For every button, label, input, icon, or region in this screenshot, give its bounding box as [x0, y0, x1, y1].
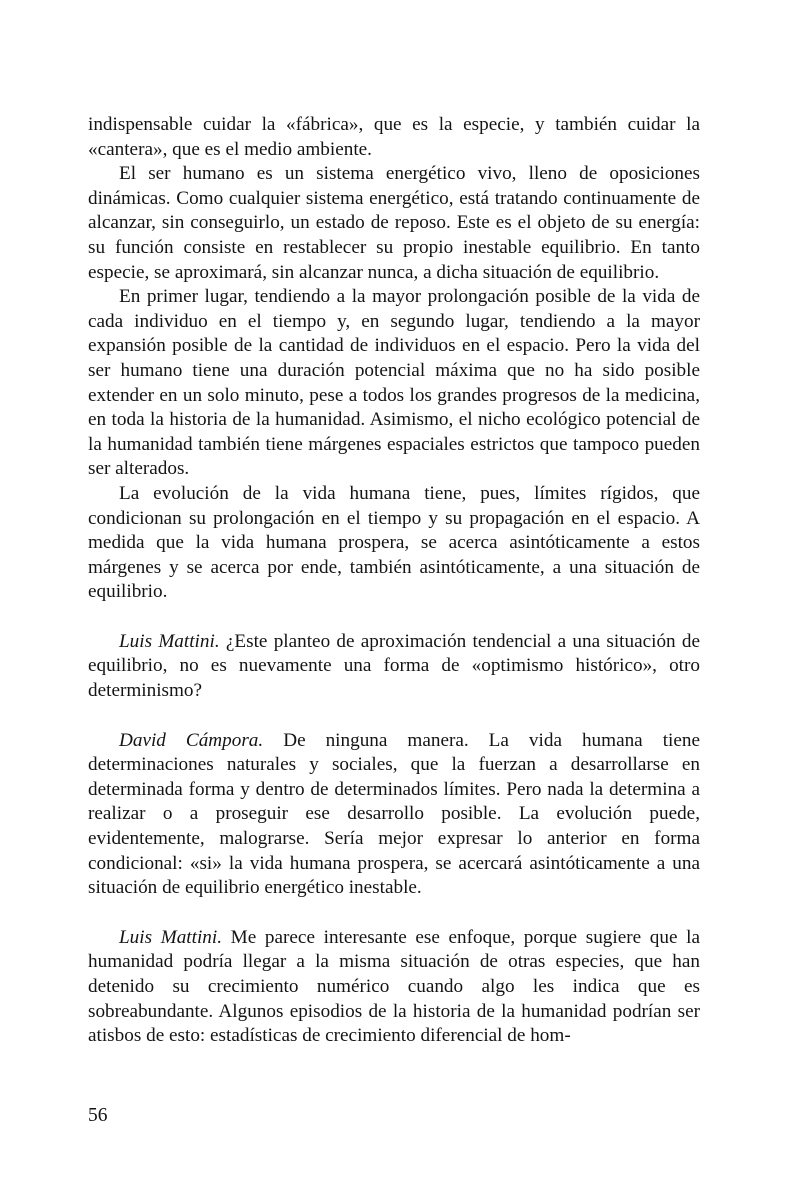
speaker-name: David Cámpora. — [119, 729, 264, 751]
speaker-name: Luis Mattini. — [119, 926, 223, 948]
dialogue-entry — [88, 630, 700, 704]
book-page-body — [88, 113, 700, 1049]
dialogue-text: ¿Este planteo de aproximación tendencial a una situación de equilibrio, no es nuevamente una forma de «optimismo histórico», otro determinismo? — [88, 630, 701, 702]
paragraph: En primer lugar, tendiendo a la mayor prolongación posible de la vida de cada individuo en el tiempo y, en segundo lugar, tendiendo a la mayor expansión posible de la cantidad de individuos en el espacio. Pero la vida del ser humano tiene una duración potencial máxima que no ha sido posible extender en un solo minuto, pese a todos los grandes progresos de la medicina, en toda la historia de la humanidad. Asimismo, el nicho ecológico potencial de la humanidad también tiene márgenes espaciales estrictos que tampoco pueden ser alterados. — [88, 286, 700, 480]
section-gap — [88, 704, 700, 729]
section-gap — [88, 901, 700, 926]
section-gap — [88, 605, 700, 630]
dialogue-text: De ninguna manera. La vida humana tiene determinaciones naturales y sociales, que la fuerzan a desarrollarse en determinada forma y dentro de determinados límites. Pero nada la determina a realizar o a proseguir ese desarrollo posible. La evolución puede, evidentemente, malograrse. Sería mejor expresar lo anterior en forma condicional: «si» la vida humana prospera, se acercará asintóticamente a una situación de equilibrio energético inestable. — [88, 729, 700, 899]
paragraph: indispensable cuidar la «fábrica», que es la especie, y también cuidar la «cantera», que es el medio ambiente. — [88, 114, 700, 160]
speaker-name: Luis Mattini. — [119, 630, 220, 652]
paragraph: El ser humano es un sistema energético vivo, lleno de oposiciones dinámicas. Como cualquier sistema energético, está tratando continuamente de alcanzar, sin conseguirlo, un estado de reposo. Este es el objeto de su energía: su función consiste en restablecer su propio inestable equilibrio. En tanto especie, se aproximará, sin alcanzar nunca, a dicha situación de equilibrio. — [88, 163, 700, 283]
paragraph: La evolución de la vida humana tiene, pues, límites rígidos, que condicionan su prolongación en el tiempo y su propagación en el espacio. A medida que la vida humana prospera, se acerca asintóticamente a estos márgenes y se acerca por ende, también asintóticamente, a una situación de equilibrio. — [88, 482, 700, 603]
dialogue-entry — [88, 926, 700, 1049]
dialogue-entry — [88, 729, 700, 901]
dialogue-text: Me parece interesante ese enfoque, porque sugiere que la humanidad podría llegar a la misma situación de otras especies, que han detenido su crecimiento numérico cuando algo les indica que es sobreabundante. Algunos episodios de la historia de la humanidad podrían ser atisbos de esto: estadísticas de crecimiento diferencial de hom- — [88, 926, 700, 1047]
page-number: 56 — [88, 1105, 108, 1126]
